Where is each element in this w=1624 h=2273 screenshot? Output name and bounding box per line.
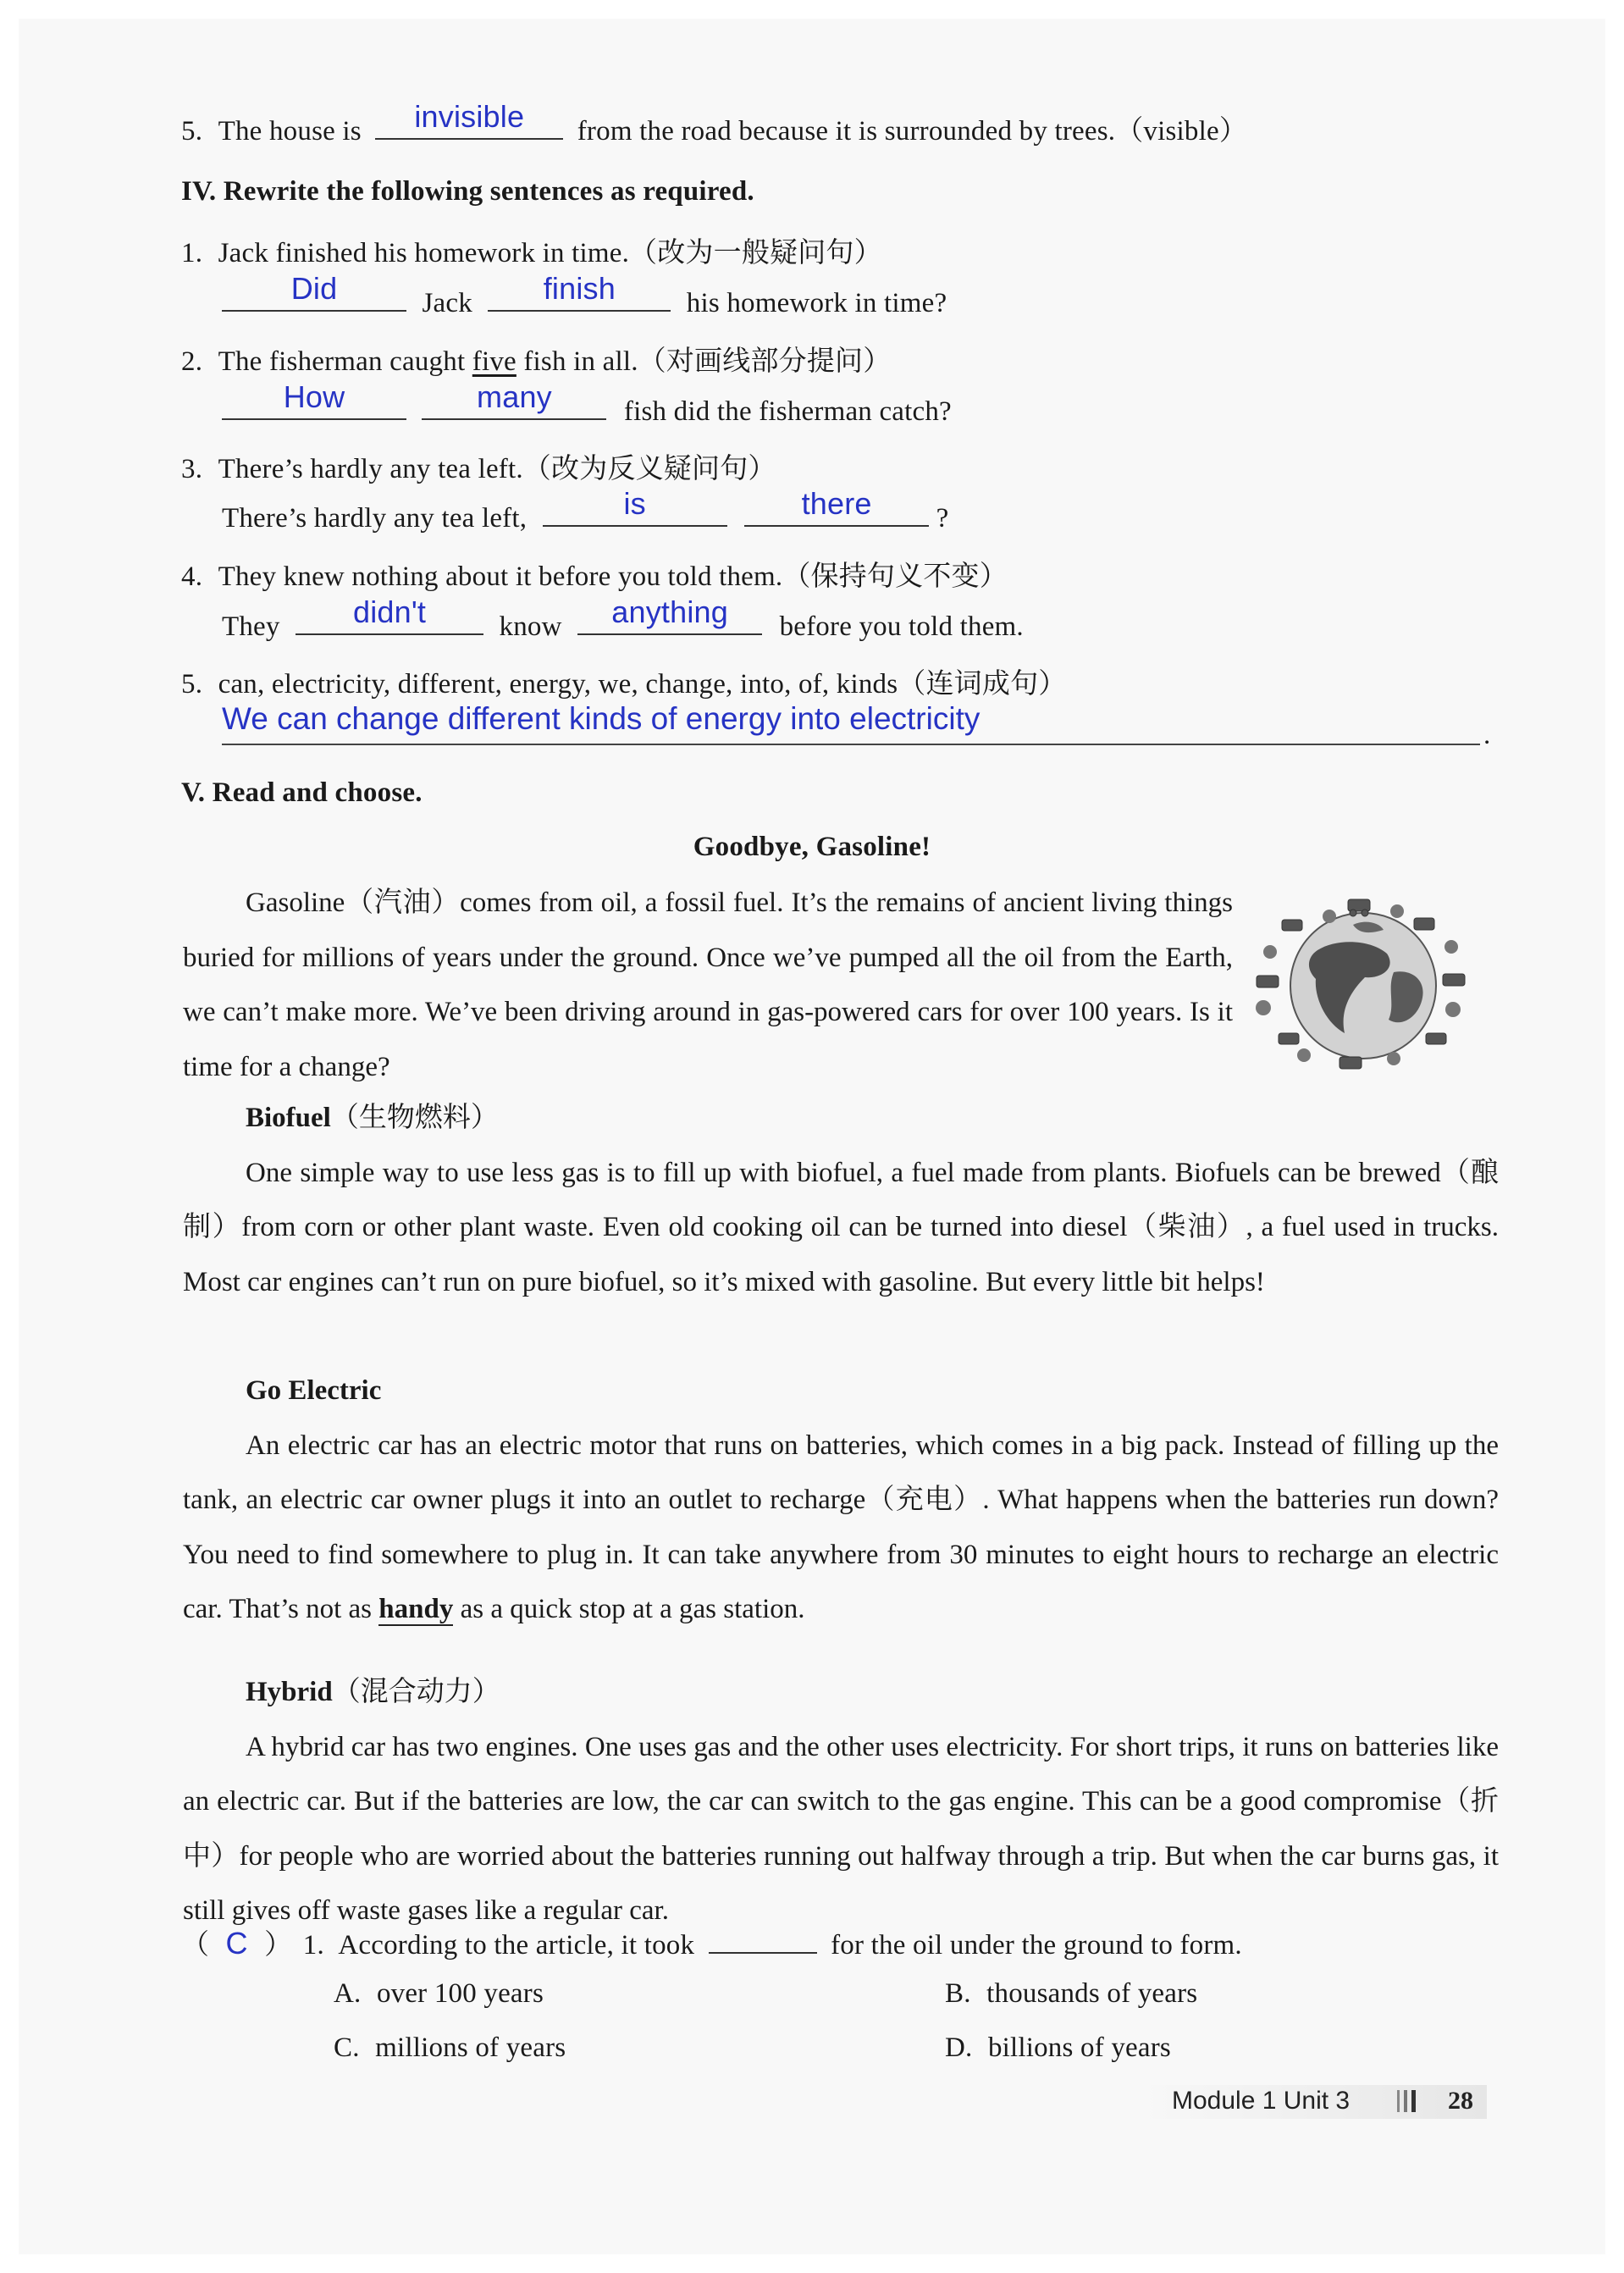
answer-blank[interactable] — [577, 595, 762, 635]
line-text: They — [222, 611, 280, 642]
earth-with-cars-icon — [1245, 891, 1482, 1077]
paragraph: One simple way to use less gas is to fill up with biofuel, a fuel made from plants. Biofuels can be brewed（酿制）from corn or other plant waste. Even old cooking oil can be turned into diesel（柴油）, a fuel used in trucks. Most car engines can’t run on pure biofuel, so it’s mixed with gasoline. But every little bit helps! — [183, 1157, 1499, 1297]
question-number: 2. — [181, 346, 203, 377]
rewrite-item-1-line — [222, 271, 947, 319]
rewrite-item-2-prompt — [181, 339, 891, 379]
option-text: billions of years — [987, 2032, 1171, 2063]
subsection-heading — [183, 1665, 1499, 1720]
article-title: Goodbye, Gasoline! — [693, 832, 931, 862]
section-heading: IV. Rewrite the following sentences as required. — [181, 176, 754, 207]
prev-question-5 — [181, 99, 1248, 148]
option-text: thousands of years — [986, 1978, 1198, 2009]
question-text: for the oil under the ground to form. — [831, 1930, 1242, 1961]
line-text: There’s hardly any tea left, — [222, 503, 528, 534]
handwritten-answer: didn't — [352, 595, 427, 629]
paragraph: A hybrid car has two engines. One uses gas and the other uses electricity. For short trips, it runs on batteries like an electric car. But if the batteries are low, the car can switch to the gas engine. This can be a good compromise（折中）for people who are worried about the batteries running out halfway through a trip. But when the car burns gas, it still gives off waste gases like a regular car. — [183, 1731, 1499, 1926]
handwritten-answer: there — [801, 486, 872, 521]
footer-divider-bar — [1404, 2090, 1407, 2112]
rewrite-item-3-line — [222, 486, 949, 534]
article-section-hybrid — [183, 1665, 1499, 1938]
option-label: B. — [945, 1978, 971, 2009]
handwritten-answer: finish — [543, 271, 616, 306]
question-text: According to the article, it took — [338, 1930, 695, 1961]
page-number: 28 — [1448, 2087, 1473, 2115]
subsection-heading — [183, 1091, 1499, 1146]
rewrite-item-1-prompt — [181, 230, 882, 270]
question-number: 4. — [181, 561, 203, 592]
paragraph — [183, 1419, 1499, 1637]
question-number: 1. — [181, 238, 203, 268]
option-label: D. — [945, 2032, 973, 2063]
choice-question-1 — [181, 1922, 1242, 1962]
answer-blank[interactable] — [222, 271, 406, 312]
handwritten-answer: is — [623, 486, 646, 521]
line-text: fish did the fisherman catch? — [623, 396, 952, 427]
handwritten-answer: invisible — [414, 99, 525, 134]
footer-divider-bar — [1397, 2090, 1400, 2112]
question-text: from the road because it is surrounded by trees.（visible） — [577, 116, 1248, 147]
option-text: millions of years — [375, 2032, 566, 2063]
line-text: ? — [936, 503, 949, 534]
subsection-heading: Go Electric — [246, 1375, 382, 1406]
handwritten-answer: How — [283, 379, 345, 414]
paragraph-text: as a quick stop at a gas station. — [460, 1594, 805, 1624]
handwritten-answer: Did — [290, 271, 338, 306]
option-b[interactable] — [945, 1978, 1197, 2010]
rewrite-item-3-prompt — [181, 446, 776, 486]
question-text: There’s hardly any tea left.（改为反义疑问句） — [218, 454, 776, 484]
handwritten-answer: many — [477, 379, 552, 414]
rewrite-item-4-prompt — [181, 554, 1008, 594]
question-number: 3. — [181, 454, 203, 484]
footer-divider-bar — [1411, 2090, 1416, 2112]
line-text: know — [499, 611, 562, 642]
subsection-title-cn: （生物燃料） — [330, 1103, 499, 1133]
question-number: 1. — [302, 1930, 324, 1961]
option-d[interactable] — [945, 2032, 1171, 2064]
answer-blank[interactable] — [375, 99, 563, 140]
line-text: his homework in time? — [686, 288, 947, 318]
option-label: A. — [334, 1978, 362, 2009]
footer-module: Module 1 Unit 3 — [1172, 2087, 1351, 2115]
section-heading: V. Read and choose. — [181, 777, 423, 808]
answer-paren-open: （ — [181, 1930, 210, 1961]
paragraph-text: An electric car has an electric motor that runs on batteries, which comes in a big pack. Instead of filling up the tank, an electric car owner plugs it into an outlet to recharge（充电）. What happens when the batteries run down? You need to find somewhere to plug in. It can take anywhere from 30 minutes to eight hours to recharge an electric car. That’s not as — [183, 1430, 1499, 1624]
rewrite-item-5-prompt — [181, 661, 1066, 701]
option-label: C. — [334, 2032, 360, 2063]
line-text: before you told them. — [779, 611, 1024, 642]
paragraph: Gasoline（汽油）comes from oil, a fossil fuel. It’s the remains of ancient living things buried for millions of years under the ground. Once we’ve pumped all the oil from the Earth, we can’t make more. We’ve been driving around in gas-powered cars for over 100 years. Is it time for a change? — [183, 888, 1233, 1082]
subsection-title: Biofuel — [246, 1103, 331, 1133]
answer-blank[interactable] — [422, 379, 606, 420]
question-text: The house is — [218, 116, 362, 147]
answer-slot[interactable] — [217, 1926, 257, 1961]
rewrite-item-2-line — [222, 379, 952, 428]
line-text: Jack — [422, 288, 472, 318]
option-a[interactable] — [334, 1978, 544, 2010]
question-text: They knew nothing about it before you told them.（保持句义不变） — [218, 561, 1008, 592]
handwritten-answer: C — [225, 1926, 248, 1961]
question-number: 5. — [181, 669, 203, 700]
answer-blank[interactable] — [543, 486, 727, 527]
sentence-end-period: . — [1483, 720, 1491, 750]
answer-blank[interactable] — [744, 486, 929, 527]
handwritten-answer: We can change different kinds of energy into electricity — [222, 701, 980, 736]
highlighted-word: handy — [378, 1594, 454, 1624]
question-number: 5. — [181, 116, 203, 147]
handwritten-answer: anything — [611, 595, 728, 629]
subsection-title: Hybrid — [246, 1677, 333, 1707]
answer-blank[interactable] — [488, 271, 671, 312]
option-c[interactable] — [334, 2032, 566, 2064]
sentence-answer-line[interactable] — [222, 701, 1480, 745]
question-text: fish in all.（对画线部分提问） — [523, 346, 892, 377]
question-text: Jack finished his homework in time.（改为一般疑问句） — [218, 238, 882, 268]
answer-blank — [709, 1927, 817, 1954]
article-intro — [183, 876, 1233, 1094]
question-text: can, electricity, different, energy, we, change, into, of, kinds（连词成句） — [218, 669, 1067, 700]
answer-blank[interactable] — [296, 595, 483, 635]
rewrite-item-4-line — [222, 595, 1024, 643]
answer-paren-close: ） — [264, 1930, 293, 1961]
article-section-go-electric — [183, 1363, 1499, 1637]
article-section-biofuel — [183, 1091, 1499, 1309]
underlined-word: five — [472, 346, 516, 377]
answer-blank[interactable] — [222, 379, 406, 420]
subsection-title-cn: （混合动力） — [332, 1677, 500, 1707]
option-text: over 100 years — [376, 1978, 544, 2009]
question-text: The fisherman caught — [218, 346, 466, 377]
